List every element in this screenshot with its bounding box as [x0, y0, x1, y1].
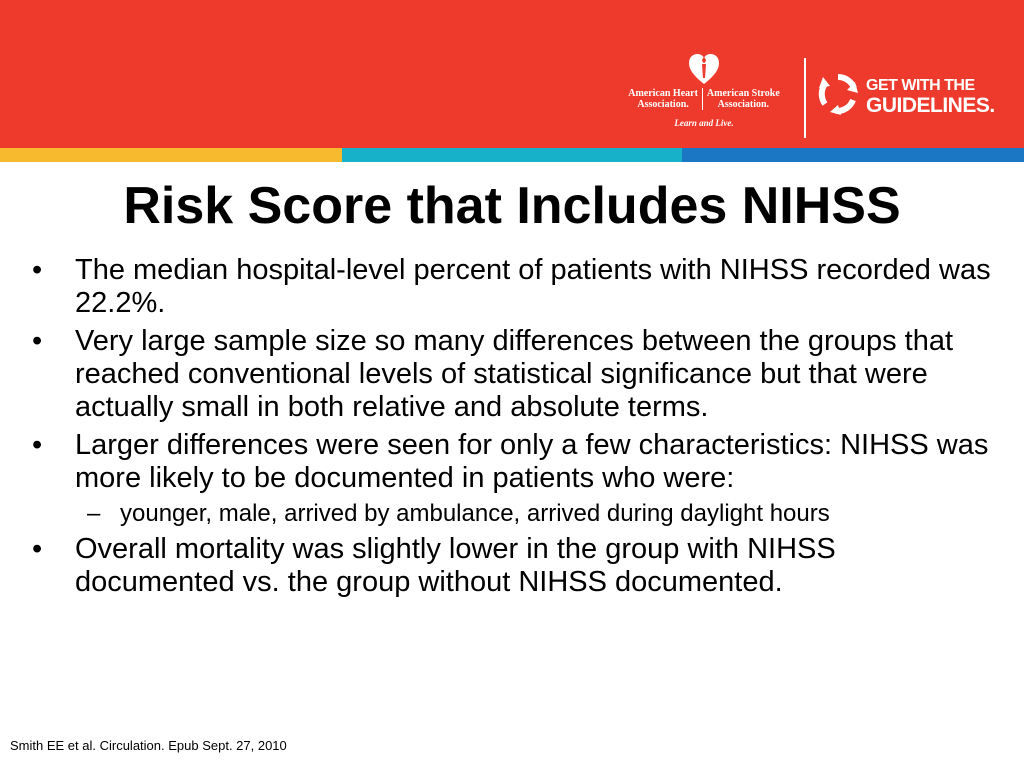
circular-arrows-icon	[816, 72, 860, 116]
header-banner	[0, 0, 1024, 148]
bullet-item	[30, 429, 1000, 528]
bullet-marker: •	[32, 533, 43, 565]
bullet-text: Larger differences were seen for only a few characteristics: NIHSS was more likely to be documented in patients who were:	[75, 429, 989, 494]
aha-name-line2: Association.	[637, 99, 689, 110]
stripe-blue	[682, 148, 1024, 162]
aha-name	[624, 88, 703, 110]
logo-divider	[804, 58, 806, 138]
asa-name-line2: Association.	[717, 99, 770, 110]
bullet-item	[30, 533, 1000, 599]
gwtg-line2: GUIDELINES.	[866, 94, 995, 117]
stripe-teal	[342, 148, 682, 162]
aha-asa-logo	[612, 52, 796, 132]
asa-name-line1: American Stroke	[706, 88, 780, 99]
aha-tagline: Learn and Live.	[674, 118, 734, 128]
bullet-text: The median hospital-level percent of patients with NIHSS recorded was 22.2%.	[75, 254, 991, 319]
gwtg-logo	[816, 70, 1016, 120]
heart-torch-icon	[688, 52, 720, 86]
sub-bullet-marker: –	[87, 500, 101, 527]
bullet-item	[30, 325, 1000, 424]
bullet-marker: •	[32, 429, 43, 461]
bullet-text: Very large sample size so many differences between the groups that reached conventional levels of statistical significance but that were actually small in both relative and absolute terms.	[75, 325, 954, 423]
sub-bullet-item	[75, 500, 1000, 528]
slide-content	[30, 254, 1000, 604]
citation-footer: Smith EE et al. Circulation. Epub Sept. 27, 2010	[10, 738, 287, 753]
stripe-yellow	[0, 148, 342, 162]
aha-name-line1: American Heart	[628, 88, 698, 99]
aha-asa-names	[612, 88, 796, 110]
sub-bullet-list	[75, 500, 1000, 528]
gwtg-line1: GET WITH THE	[866, 77, 975, 94]
asa-name	[703, 88, 784, 110]
color-stripes	[0, 148, 1024, 162]
bullet-item	[30, 254, 1000, 320]
gwtg-text	[866, 76, 995, 116]
bullet-marker: •	[32, 254, 43, 286]
bullet-marker: •	[32, 325, 43, 357]
bullet-text: Overall mortality was slightly lower in the group with NIHSS documented vs. the group without NIHSS documented.	[75, 533, 836, 598]
bullet-list	[30, 254, 1000, 599]
sub-bullet-text: younger, male, arrived by ambulance, arrived during daylight hours	[120, 500, 830, 527]
slide-title: Risk Score that Includes NIHSS	[123, 177, 901, 235]
